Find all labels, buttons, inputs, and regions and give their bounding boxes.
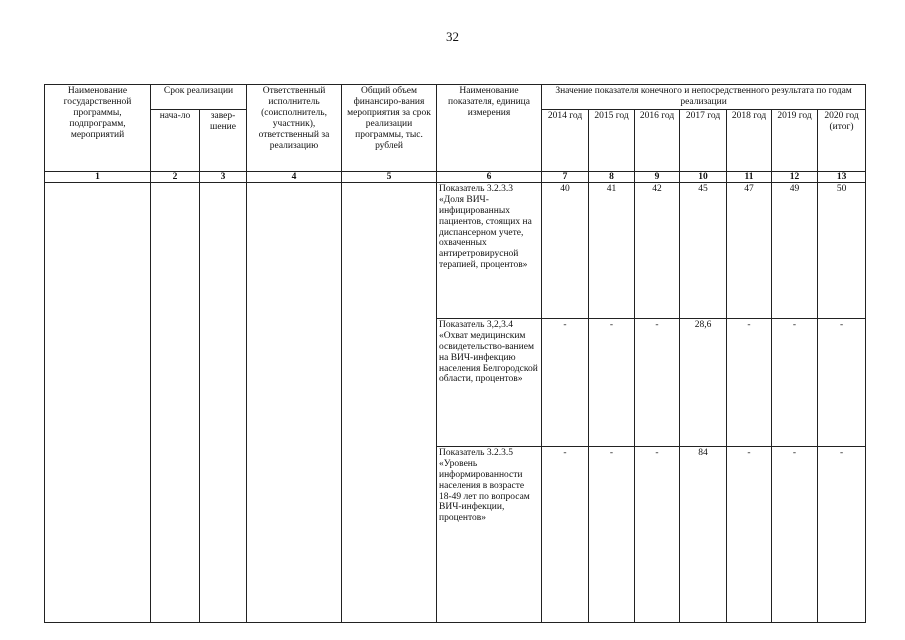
- term-end-cell: [200, 182, 247, 622]
- value-cell: -: [542, 318, 589, 446]
- column-number: 13: [818, 171, 866, 182]
- header-year: 2019 год: [772, 109, 818, 171]
- value-cell: -: [772, 318, 818, 446]
- column-number: 10: [680, 171, 727, 182]
- header-values-group: Значение показателя конечного и непосредственного результата по годам реализации: [542, 85, 866, 110]
- table-row: [45, 182, 866, 318]
- executor-cell: [247, 182, 342, 622]
- column-number: 12: [772, 171, 818, 182]
- header-program-name: Наименование государственной программы, подпрограмм, мероприятий: [45, 85, 151, 172]
- value-cell: 40: [542, 182, 589, 318]
- header-term: Срок реализации: [151, 85, 247, 110]
- header-year: 2020 год (итог): [818, 109, 866, 171]
- column-number: 4: [247, 171, 342, 182]
- column-number: 3: [200, 171, 247, 182]
- indicator-cell: Показатель 3,2,3.4 «Охват медицинским освидетельство-ванием на ВИЧ-инфекцию населения Белгородской области, процентов»: [437, 318, 542, 446]
- financing-cell: [342, 182, 437, 622]
- term-start-cell: [151, 182, 200, 622]
- value-cell: 42: [635, 182, 680, 318]
- header-year: 2018 год: [727, 109, 772, 171]
- header-indicator-name: Наименование показателя, единица измерения: [437, 85, 542, 172]
- header-year: 2014 год: [542, 109, 589, 171]
- value-cell: -: [542, 446, 589, 622]
- header-year: 2017 год: [680, 109, 727, 171]
- value-cell: -: [635, 446, 680, 622]
- value-cell: 28,6: [680, 318, 727, 446]
- value-cell: -: [589, 446, 635, 622]
- value-cell: -: [818, 446, 866, 622]
- column-number: 9: [635, 171, 680, 182]
- indicator-cell: Показатель 3.2.3.3 «Доля ВИЧ-инфицированных пациентов, стоящих на диспансерном учете, охваченных антиретровирусной терапией, процентов»: [437, 182, 542, 318]
- value-cell: 41: [589, 182, 635, 318]
- column-number: 5: [342, 171, 437, 182]
- value-cell: 84: [680, 446, 727, 622]
- value-cell: -: [727, 446, 772, 622]
- column-number: 7: [542, 171, 589, 182]
- column-number: 11: [727, 171, 772, 182]
- program-name-cell: [45, 182, 151, 622]
- header-term-end: завер-шение: [200, 109, 247, 171]
- value-cell: -: [589, 318, 635, 446]
- header-executor: Ответственный исполнитель (соисполнитель, участник), ответственный за реализацию: [247, 85, 342, 172]
- column-number: 6: [437, 171, 542, 182]
- column-number: 1: [45, 171, 151, 182]
- value-cell: 45: [680, 182, 727, 318]
- column-number-row: [45, 171, 866, 182]
- header-term-start: нача-ло: [151, 109, 200, 171]
- value-cell: 49: [772, 182, 818, 318]
- value-cell: 50: [818, 182, 866, 318]
- value-cell: -: [727, 318, 772, 446]
- column-number: 2: [151, 171, 200, 182]
- header-financing: Общий объем финансиро-вания мероприятия за срок реализации программы, тыс. рублей: [342, 85, 437, 172]
- header-year: 2016 год: [635, 109, 680, 171]
- value-cell: 47: [727, 182, 772, 318]
- value-cell: -: [635, 318, 680, 446]
- page-number: 32: [446, 29, 459, 44]
- value-cell: -: [818, 318, 866, 446]
- indicator-cell: Показатель 3.2.3.5 «Уровень информированности населения в возрасте 18-49 лет по вопросам ВИЧ-инфекции, процентов»: [437, 446, 542, 622]
- header-year: 2015 год: [589, 109, 635, 171]
- value-cell: -: [772, 446, 818, 622]
- indicators-table: [44, 84, 866, 623]
- column-number: 8: [589, 171, 635, 182]
